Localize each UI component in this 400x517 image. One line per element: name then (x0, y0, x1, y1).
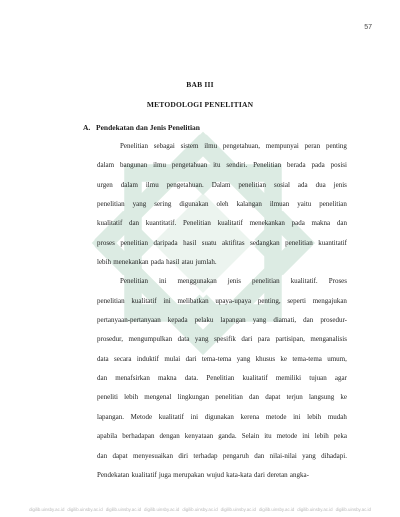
word: kualitatif (242, 374, 268, 383)
word: tema-tema (201, 354, 232, 363)
word: apabila (97, 432, 118, 441)
word: kata-kata (226, 470, 252, 479)
word: dan (97, 374, 108, 383)
word: dan (336, 219, 347, 228)
word: oleh (216, 200, 229, 209)
word: pengaruh (222, 451, 249, 460)
word: ilmu (204, 142, 218, 150)
word: Penelitian (206, 374, 235, 383)
word: yang (132, 200, 147, 209)
word: pelaku (194, 316, 214, 325)
word: penelitian (252, 277, 280, 286)
word: kualitatif (158, 412, 184, 421)
word: berhadapan (122, 432, 155, 441)
word: ke (280, 354, 288, 363)
word: terjun (286, 393, 303, 402)
word: ilmu (153, 161, 166, 170)
word: posisi (330, 161, 347, 170)
word: lebih (307, 412, 322, 421)
word: juga (158, 470, 171, 479)
word: spesifik (214, 335, 236, 344)
word: mengajukan (312, 296, 347, 305)
word: yang (252, 316, 267, 325)
word: angka- (289, 470, 309, 479)
section-number: A. (83, 123, 91, 132)
text-line (97, 295, 347, 314)
word: menafsirkan (115, 374, 150, 383)
word: ini (293, 412, 301, 421)
word: prosedur, (97, 335, 123, 344)
word: wujud (206, 470, 224, 479)
word: peka (333, 432, 347, 441)
word: menyesuaikan (132, 451, 173, 460)
word: dan (248, 393, 260, 402)
page-number: 57 (364, 24, 372, 31)
word: pengetahuan. (166, 180, 204, 189)
word: mengenal (144, 393, 172, 402)
word: jumlah. (195, 258, 217, 267)
word: diri (178, 451, 189, 460)
section-heading (83, 123, 200, 132)
footer-text: digilib.uinsby.ac.id (144, 507, 180, 512)
body-text (97, 140, 347, 488)
word: penelitian (97, 296, 125, 305)
word: lebih (314, 432, 329, 441)
footer-text: digilib.uinsby.ac.id (220, 507, 256, 512)
word: data (177, 335, 190, 344)
footer-text: digilib.uinsby.ac.id (29, 507, 65, 512)
word: Penelitian (182, 219, 211, 228)
word: sendiri. (226, 161, 248, 170)
word: langsung (308, 393, 335, 402)
word: terhadap (193, 451, 218, 460)
word: sosial (273, 180, 290, 189)
footer-text: digilib.uinsby.ac.id (335, 507, 371, 512)
word: penelitian (319, 200, 347, 209)
word: digunakan (179, 200, 209, 209)
word: ini (163, 296, 171, 305)
word: penelitian (238, 180, 267, 189)
word: dapat (112, 451, 128, 460)
word: penting (325, 142, 347, 150)
text-line (97, 333, 347, 352)
word: lapangan. (97, 412, 125, 421)
word: Metode (130, 412, 153, 421)
word: ilmuan (269, 200, 290, 209)
word: kepada (167, 316, 188, 325)
word: mudah (327, 412, 347, 421)
word: penting, (257, 296, 281, 305)
word: lebih (97, 258, 111, 267)
text-line (97, 275, 347, 294)
word: pengetahuan, (222, 142, 260, 150)
word: induktif (136, 354, 159, 363)
word: dalam (97, 161, 115, 170)
word: ada (297, 180, 308, 189)
footer-text: digilib.uinsby.ac.id (258, 507, 295, 512)
word: jenis (333, 180, 347, 189)
text-line (97, 353, 347, 372)
word: yang (236, 354, 251, 363)
footer-text: digilib.uinsby.ac.id (67, 507, 103, 512)
word: merupakan (173, 470, 205, 479)
word: menggunakan (177, 277, 217, 286)
footer-text: digilib.uinsby.ac.id (182, 507, 218, 512)
text-line (97, 198, 347, 217)
word: Penelitian (253, 161, 282, 170)
word: data. (184, 374, 199, 383)
word: makna (311, 219, 331, 228)
word: kuantitatif. (145, 219, 177, 228)
word: tujuan (309, 374, 327, 383)
word: ini (190, 412, 199, 421)
section-title: Pendekatan dan Jenis Penelitian (96, 123, 200, 132)
word: partisipan, (275, 335, 305, 344)
word: dari (254, 470, 265, 479)
word: agar (334, 374, 347, 383)
text-line (97, 237, 347, 256)
word: nilai-nilai (269, 451, 297, 460)
word: lebih (124, 393, 139, 402)
word: hasil (166, 258, 180, 267)
word: penelitian (215, 393, 243, 402)
word: atau (181, 258, 194, 267)
word: dari (241, 335, 253, 344)
word: dapat (265, 393, 281, 402)
word: umum, (327, 354, 347, 363)
word: suatu (201, 238, 217, 247)
word: sebagai (153, 142, 175, 150)
text-line (97, 256, 347, 275)
word: kualitatif (217, 219, 243, 228)
word: digunakan (204, 412, 234, 421)
word: ganda. (218, 432, 237, 441)
word: Dalam (211, 180, 231, 189)
footer-watermark (0, 507, 400, 512)
word: menekankan (113, 258, 149, 267)
word: penelitian (120, 238, 148, 247)
footer-text: digilib.uinsby.ac.id (105, 507, 142, 512)
word: kualitatif. (290, 277, 318, 286)
word: yang (302, 451, 316, 460)
word: dari (185, 354, 197, 363)
word: yang (194, 335, 209, 344)
word: penelitian (285, 238, 313, 247)
word: menekankan (249, 219, 285, 228)
text-line (97, 469, 347, 488)
word: peran (304, 142, 321, 150)
word: aktifitas (222, 238, 245, 247)
word: Selain (241, 432, 260, 441)
word: Penelitian (120, 142, 148, 150)
word: pada (150, 258, 164, 267)
word: kualitatif (131, 296, 157, 305)
word: proses (97, 238, 115, 247)
word: dengan (159, 432, 180, 441)
word: secara (114, 354, 132, 363)
word: kualitatif (131, 470, 157, 479)
word: data (97, 354, 109, 363)
word: melibatkan (177, 296, 209, 305)
word: yaitu (297, 200, 312, 209)
word: para (257, 335, 270, 344)
word: kualitatif (97, 219, 123, 228)
word: seperti (287, 296, 306, 305)
word: dalam (120, 180, 138, 189)
word: jenis (227, 277, 241, 286)
word: dan (254, 451, 265, 460)
word: Pendekatan (97, 470, 130, 479)
word: diamati, (273, 316, 297, 325)
word: lingkungan (177, 393, 210, 402)
word: sedangkan (250, 238, 280, 247)
word: hasil (183, 238, 197, 247)
word: kenyataan (184, 432, 214, 441)
word: pada (291, 219, 305, 228)
word: kerena (240, 412, 260, 421)
word: peneliti (97, 393, 118, 402)
word: dan (97, 451, 108, 460)
word: menganalisis (310, 335, 347, 344)
word: metode (265, 412, 287, 421)
word: prosedur- (320, 316, 347, 325)
word: sistem (180, 142, 199, 150)
word: ini (302, 432, 310, 441)
text-line (97, 391, 347, 410)
text-line (97, 217, 347, 236)
word: metode (276, 432, 298, 441)
word: khusus (255, 354, 276, 363)
word: pada (311, 161, 325, 170)
word: berada (286, 161, 306, 170)
word: itu (264, 432, 272, 441)
word: tema-tema (292, 354, 322, 363)
word: mengumpulkan (128, 335, 173, 344)
word: daripada (153, 238, 178, 247)
text-line (97, 430, 347, 449)
text-line (97, 314, 347, 333)
word: ini (159, 277, 167, 286)
word: ilmu (145, 180, 159, 189)
word: mulai (164, 354, 181, 363)
text-line (97, 140, 347, 159)
text-line (97, 159, 347, 178)
word: dua (315, 180, 326, 189)
word: Penelitian (120, 277, 148, 286)
word: makna (157, 374, 177, 383)
word: sering (154, 200, 172, 209)
word: Proses (328, 277, 347, 286)
text-line (97, 411, 347, 430)
word: memiliki (275, 374, 302, 383)
footer-text: digilib.uinsby.ac.id (297, 507, 333, 512)
chapter-label: BAB III (186, 80, 214, 89)
word: penelitian (97, 200, 125, 209)
word: kuantitatif (318, 238, 347, 247)
text-line (97, 179, 347, 198)
word: mempunyai (265, 142, 299, 150)
word: kalangan (236, 200, 262, 209)
text-line (97, 372, 347, 391)
word: pertanyaan-pertanyaan (97, 316, 161, 325)
word: itu (213, 161, 221, 170)
word: deretan (267, 470, 288, 479)
word: lapangan (220, 316, 246, 325)
word: urgen (97, 180, 113, 189)
text-line (97, 450, 347, 469)
word: dihadapi. (321, 451, 347, 460)
word: ke (340, 393, 347, 402)
word: upaya-upaya (215, 296, 252, 305)
word: bangunan (120, 161, 148, 170)
word: dan (128, 219, 140, 228)
chapter-title: METODOLOGI PENELITIAN (146, 100, 254, 109)
word: dan (303, 316, 314, 325)
word: pengetahuan (171, 161, 208, 170)
